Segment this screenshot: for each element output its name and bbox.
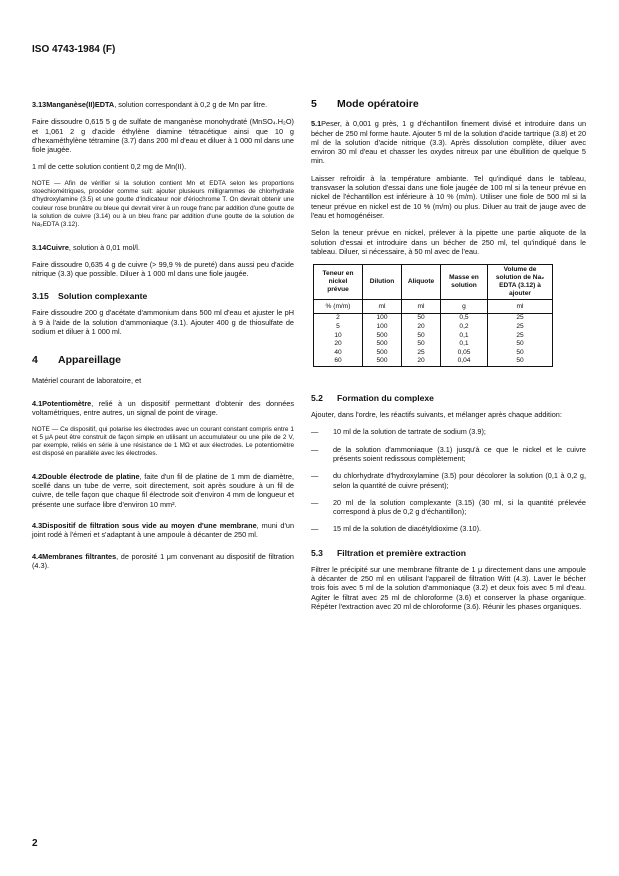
- section-5-1-paragraph-2: Laisser refroidir à la température ambiante. Tel qu'indiqué dans le tableau, transvaser la solution d'essai dans une fiole jaugée de 100 ml si la teneur prévue en nickel de l'échantillon est inférieure à 10 % (m/m). Utiliser une fiole de 500 ml si la teneur prévue en nickel est de 10 % (m/m) ou plus. Diluer au trait de jauge avec de l'eau et homogénéiser.: [311, 173, 586, 220]
- table-cell: 60: [314, 357, 363, 366]
- section-3-13-note: NOTE — Afin de vérifier si la solution contient Mn et EDTA selon les proportions stoechiométriques, procéder comme suit: ajouter plusieurs milligrammes de chlorhydrate d'hydroxylamine (3.5) et une goutte d'indicateur noir d'ériochrome T. On devrait obtenir une couleur rose brunâtre ou bleue qui devrait virer à un rouge franc par addition d'une goutte de la solution de cuivre (3.14) ou à un bleu franc par addition d'une goutte de la solution de Na₂EDTA (3.12).: [32, 179, 294, 229]
- list-item-text: 20 ml de la solution complexante (3.15) (30 ml, si la quantité prélevée correspond à plus de 0,2 g d'échantillon);: [333, 497, 586, 517]
- section-3-14-paragraph: Faire dissoudre 0,635 4 g de cuivre (> 99,9 % de pureté) dans aussi peu d'acide nitrique (3.3) que possible. Diluer à 1 000 ml dans une fiole jaugée.: [32, 259, 294, 279]
- section-5-1-paragraph-1: 5.1Peser, à 0,001 g près, 1 g d'échantillon finement divisé et introduire dans un bécher de 250 ml forme haute. Ajouter 5 ml de la solution d'acide tartrique (3.8) et 20 ml de la solution d'acide nitrique (3.3). Après dissolution complète, diluer avec environ 30 ml d'eau et chasser les oxydes nitreux par une ébullition de quelque 5 min.: [311, 119, 586, 166]
- list-dash: —: [311, 444, 319, 454]
- section-4-4: [32, 552, 294, 571]
- table-header-cell: Volume de solution de Na₂ EDTA (3.12) à ajouter: [488, 265, 553, 300]
- list-item-text: 15 ml de la solution de diacétyldioxime (3.10).: [333, 524, 482, 534]
- table-cell: 100: [363, 314, 402, 323]
- table-cell: 0,04: [441, 357, 488, 366]
- dilution-table: [313, 264, 553, 367]
- section-4: [32, 356, 294, 385]
- table-cell: 0,1: [441, 332, 488, 341]
- table-cell: 0,5: [441, 314, 488, 323]
- section-5-1-paragraph-3: Selon la teneur prévue en nickel, prélever à la pipette une partie aliquote de la solution d'essai et introduire dans un bécher de 250 ml, tel qu'indiqué dans le tableau. Diluer, si nécessaire, à 50 ml avec de l'eau.: [311, 228, 586, 256]
- section-4-3: [32, 521, 294, 540]
- section-3-15-heading: 3.15 Solution complexante: [32, 291, 148, 302]
- table-unit-cell: ml: [488, 300, 553, 314]
- section-3-13-concentration: 1 ml de cette solution contient 0,2 mg de Mn(II).: [32, 162, 187, 172]
- reagent-list: [311, 427, 586, 533]
- table-cell: 20: [402, 323, 441, 332]
- table-cell: 500: [363, 357, 402, 366]
- table-cell: 2: [314, 314, 363, 323]
- table-cell: 500: [363, 340, 402, 349]
- section-3-15-paragraph: Faire dissoudre 200 g d'acétate d'ammonium dans 500 ml d'eau et ajuster le pH à 9 à l'aide de la solution d'ammoniaque (3.1). Ajouter 400 g de thiosulfate de sodium et diluer à 1 000 ml.: [32, 308, 294, 337]
- table-cell: 10: [314, 332, 363, 341]
- table-cell: 500: [363, 349, 402, 358]
- section-5-heading: 5 Mode opératoire: [311, 98, 419, 110]
- table-cell: 25: [488, 332, 553, 341]
- section-4-1: [32, 399, 294, 459]
- section-5-3-paragraph: Filtrer le précipité sur une membrane filtrante de 1 μ directement dans une ampoule à décanter de 250 ml en utilisant l'appareil de filtration Witt (4.3). Laver le bécher trois fois avec 5 ml de la solution d'ammoniaque (3.2) et deux fois avec 5 ml d'eau. Agiter le filtrat avec 25 ml de chloroforme (3.6) et conserver la phase organique. Répéter l'extraction avec 20 ml de chloroforme (3.6). Réunir les phases organiques.: [311, 564, 586, 611]
- table-cell: 0,2: [441, 323, 488, 332]
- table-cell: 50: [488, 349, 553, 358]
- table-cell: 5: [314, 323, 363, 332]
- page-number: 2: [32, 838, 38, 849]
- section-3-15: [32, 291, 294, 336]
- table-cell: 20: [314, 340, 363, 349]
- section-5-1: [311, 119, 586, 367]
- section-3-13-paragraph: Faire dissoudre 0,615 5 g de sulfate de manganèse monohydraté (MnSO₄.H₂O) et 1,061 2 g d'acide éthylène diamine tétracétique ainsi que 10 g d'hexaméthylène tétramine (3.7) dans 200 ml d'eau et diluer à 1 000 ml dans une fiole jaugée.: [32, 117, 294, 155]
- list-dash: —: [311, 497, 319, 507]
- table-cell: 50: [402, 340, 441, 349]
- table-cell: 50: [488, 357, 553, 366]
- section-3-14: [32, 243, 294, 279]
- section-5-3-heading: 5.3 Filtration et première extraction: [311, 547, 466, 558]
- section-5-2-heading: 5.2 Formation du complexe: [311, 393, 434, 404]
- table-header-cell: Masse en solution: [441, 265, 488, 300]
- table-cell: 50: [402, 314, 441, 323]
- document-code: ISO 4743-1984 (F): [32, 44, 116, 55]
- list-item: [311, 524, 586, 533]
- section-4-1-note: NOTE — Ce dispositif, qui polarise les électrodes avec un courant constant compris entre 1 et 5 μA peut être construit de façon simple en utilisant un accumulateur ou une pile de 2 V, par exemple, reliés en série à une résistance de 1 MΩ et aux électrodes. Le potentiomètre est disposé en parallèle avec les électrodes.: [32, 425, 294, 458]
- list-item-text: du chlorhydrate d'hydroxylamine (3.5) pour décolorer la solution (0,1 à 0,2 g, selon la quantité de cuivre présent);: [333, 471, 586, 490]
- section-3-14-heading: 3.14Cuivre, solution à 0,01 mol/l.: [32, 242, 140, 252]
- table-unit-cell: ml: [363, 300, 402, 314]
- table-row: [314, 323, 553, 332]
- table-cell: 100: [363, 323, 402, 332]
- left-column: [32, 100, 294, 578]
- table-cell: 20: [402, 357, 441, 366]
- section-4-1-heading: 4.1Potentiomètre, relié à un dispositif permettant d'obtenir des données voltamétriques, entre autres, un signal de point de virage.: [32, 398, 294, 418]
- table-cell: 25: [488, 314, 553, 323]
- table-cell: 40: [314, 349, 363, 358]
- section-4-4-paragraph: 4.4Membranes filtrantes, de porosité 1 μm convenant au dispositif de filtration (4.3).: [32, 551, 294, 570]
- table-row: [314, 349, 553, 358]
- table-header-row: [314, 265, 553, 300]
- table-unit-cell: ml: [402, 300, 441, 314]
- table-header-cell: Teneur en nickel prévue: [314, 265, 363, 300]
- section-5-2-intro: Ajouter, dans l'ordre, les réactifs suivants, et mélanger après chaque addition:: [311, 410, 562, 420]
- table-cell: 500: [363, 332, 402, 341]
- table-unit-cell: % (m/m): [314, 300, 363, 314]
- section-4-paragraph: Matériel courant de laboratoire, et: [32, 375, 142, 385]
- list-dash: —: [311, 471, 319, 481]
- section-4-2-paragraph: 4.2Double électrode de platine, faite d'un fil de platine de 1 mm de diamètre, scellé dans un tube de verre, soit directement, soit après soudure à un fil de cuivre, de telle façon que chaque fil électrode soit d'environ 4 mm de longueur et présente une surface libre d'environ 10 mm².: [32, 471, 294, 509]
- table-cell: 50: [488, 340, 553, 349]
- table-units-row: [314, 300, 553, 314]
- table-row: [314, 314, 553, 323]
- table-cell: 25: [488, 323, 553, 332]
- section-3-13-heading: 3.13Manganèse(II)EDTA, solution correspondant à 0,2 g de Mn par litre.: [32, 100, 268, 109]
- table-header-cell: Dilution: [363, 265, 402, 300]
- section-3-13: [32, 100, 294, 230]
- list-item: [311, 427, 586, 436]
- list-item: [311, 471, 586, 490]
- list-dash: —: [311, 524, 319, 534]
- section-4-2: [32, 472, 294, 509]
- table-row: [314, 332, 553, 341]
- section-5-3: [311, 548, 586, 611]
- list-item: [311, 498, 586, 517]
- table-cell: 0,05: [441, 349, 488, 358]
- section-5-2: [311, 393, 586, 534]
- table-row: [314, 340, 553, 349]
- list-item-text: 10 ml de la solution de tartrate de sodium (3.9);: [333, 427, 486, 437]
- section-4-heading: 4 Appareillage: [32, 354, 122, 367]
- table-cell: 0,1: [441, 340, 488, 349]
- table-cell: 25: [402, 349, 441, 358]
- table-unit-cell: g: [441, 300, 488, 314]
- table-row: [314, 357, 553, 366]
- table-header-cell: Aliquote: [402, 265, 441, 300]
- right-column: [311, 100, 586, 619]
- table-cell: 50: [402, 332, 441, 341]
- list-item-text: de la solution d'ammoniaque (3.1) jusqu'à ce que le nickel et le cuivre présents soient redissous complètement;: [333, 444, 586, 463]
- table-body: [314, 314, 553, 367]
- list-dash: —: [311, 427, 319, 437]
- list-item: [311, 445, 586, 464]
- section-4-3-paragraph: 4.3Dispositif de filtration sous vide au moyen d'une membrane, muni d'un joint rodé à l'émeri et s'adaptant à une ampoule à décanter de 250 ml.: [32, 520, 294, 540]
